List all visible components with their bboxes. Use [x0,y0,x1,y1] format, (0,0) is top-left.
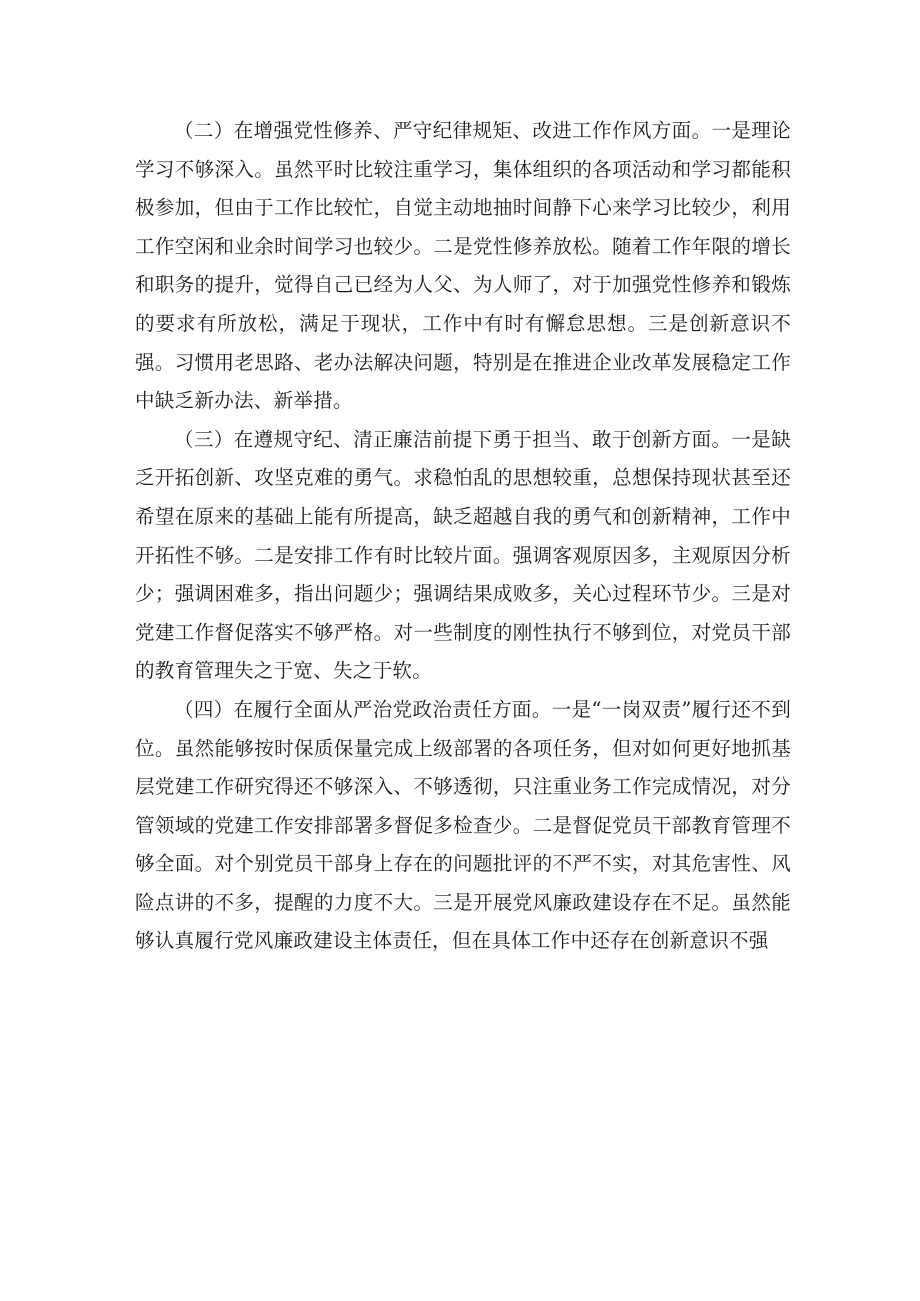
paragraph-section-4: （四）在履行全面从严治党政治责任方面。一是“一岗双责”履行还不到位。虽然能够按时保质保量完成上级部署的各项任务，但对如何更好地抓基层党建工作研究得还不够深入、不够透彻，只注重业务工作完成情况，对分管领域的党建工作安排部署多督促多检查少。二是督促党员干部教育管理不够全面。对个别党员干部身上存在的问题批评的不严不实，对其危害性、风险点讲的不多，提醒的力度不大。三是开展党风廉政建设存在不足。虽然能够认真履行党风廉政建设主体责任，但在具体工作中还存在创新意识不强 [135,697,791,953]
document-body [135,112,791,961]
paragraph-section-3: （三）在遵规守纪、清正廉洁前提下勇于担当、敢于创新方面。一是缺乏开拓创新、攻坚克难的勇气。求稳怕乱的思想较重，总想保持现状甚至还希望在原来的基础上能有所提高，缺乏超越自我的勇气和创新精神，工作中开拓性不够。二是安排工作有时比较片面。强调客观原因多，主观原因分析少；强调困难多，指出问题少；强调结果成败多，关心过程环节少。三是对党建工作督促落实不够严格。对一些制度的刚性执行不够到位，对党员干部的教育管理失之于宽、失之于软。 [135,427,791,683]
paragraph-section-2: （二）在增强党性修养、严守纪律规矩、改进工作作风方面。一是理论学习不够深入。虽然平时比较注重学习，集体组织的各项活动和学习都能积极参加，但由于工作比较忙，自觉主动地抽时间静下心来学习比较少，利用工作空闲和业余时间学习也较少。二是党性修养放松。随着工作年限的增长和职务的提升，觉得自己已经为人父、为人师了，对于加强党性修养和锻炼的要求有所放松，满足于现状，工作中有时有懈怠思想。三是创新意识不强。习惯用老思路、老办法解决问题，特别是在推进企业改革发展稳定工作中缺乏新办法、新举措。 [135,119,791,413]
